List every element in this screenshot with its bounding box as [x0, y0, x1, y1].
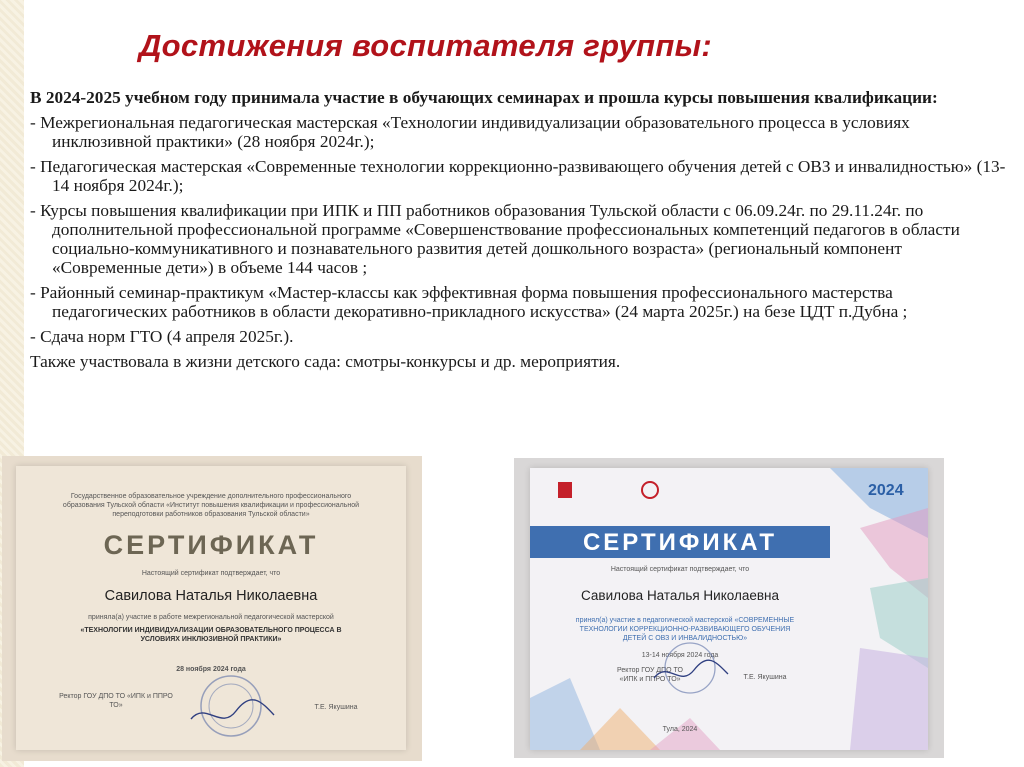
certificate-photo-1 [2, 456, 422, 761]
signer-title: Ректор ГОУ ДПО ТО «ИПК и ППРО ТО» [59, 693, 173, 709]
achievement-item: - Межрегиональная педагогическая мастерская «Технологии индивидуализации образовательного процесса в условиях инклюзивной практики» (28 ноября 2024г.); [30, 113, 910, 151]
achievement-item: - Курсы повышения квалификации при ИПК и ПП работников образования Тульской области с 06.09.24г. по 29.11.24г. по дополнительной профессиональной программе «Совершенствование профессиональных компетенций педагогов в области социально-коммуникативного и познавательного развития детей дошкольного возраста» (региональный компонент «Современные дети») в объеме 144 часов ; [30, 201, 960, 277]
achievement-item: - Районный семинар-практикум «Мастер-классы как эффективная форма повышения профессионального мастерства педагогических работников в области декоративно-прикладного искусства» (24 марта 2025г.) на безе ЦДТ п.Дубна ; [30, 283, 908, 321]
certificate-date: 13-14 ноября 2024 года [641, 652, 719, 659]
certificate-paper [530, 468, 928, 750]
achievements-text [30, 88, 1010, 377]
slide-title: Достижения воспитателя группы: [139, 28, 712, 63]
stamp-signature-icon [650, 638, 730, 698]
certificate-title: СЕРТИФИКАТ [582, 529, 778, 556]
certificate-subtitle: Настоящий сертификат подтверждает, что [610, 566, 750, 573]
certificate-program: принял(а) участие в педагогической мастерской «СОВРЕМЕННЫЕ ТЕХНОЛОГИИ КОРРЕКЦИОННО-РАЗВИВАЮЩЕГО ОБУЧЕНИЯ ДЕТЕЙ С ОВЗ И ИНВАЛИДНОСТЬЮ» [575, 617, 795, 642]
certificate-header: Государственное образовательное учреждение дополнительного профессионального образования Тульской области «Институт повышения квалификации и профессиональной переподготовки работников образования Тульской области» [62, 493, 360, 518]
stamp-signature-icon [186, 671, 276, 741]
year-badge: 2024 [868, 482, 904, 499]
certificate-recipient: Савилова Наталья Николаевна [104, 588, 318, 604]
achievement-item: - Педагогическая мастерская «Современные технологии коррекционно-развивающего обучения детей с ОВЗ и инвалидностью» (13-14 ноября 2024г.); [30, 157, 1006, 195]
certificate-photo-2 [514, 458, 944, 758]
intro-paragraph [30, 88, 1010, 107]
signer-name: Т.Е. Якушина [743, 674, 787, 681]
certificate-title: СЕРТИФИКАТ [103, 530, 319, 560]
signer-title: Ректор ГОУ ДПО ТО «ИПК и ППРО ТО» [617, 667, 683, 683]
achievement-item: - Сдача норм ГТО (4 апреля 2025г.). [30, 327, 294, 346]
certificate-date: 28 ноября 2024 года [176, 666, 246, 673]
ministry-label [578, 482, 628, 488]
certificate-program: «ТЕХНОЛОГИИ ИНДИВИДУАЛИЗАЦИИ ОБРАЗОВАТЕЛЬНОГО ПРОЦЕССА В УСЛОВИЯХ ИНКЛЮЗИВНОЙ ПРАКТИКИ» [80, 627, 342, 643]
certificate-footer: Тула, 2024 [662, 726, 698, 733]
certificate-recipient: Савилова Наталья Николаевна [581, 588, 779, 603]
closing-paragraph: Также участвовала в жизни детского сада: смотры-конкурсы и др. мероприятия. [30, 352, 621, 371]
certificate-paper [16, 466, 406, 750]
certificate-decoration [530, 468, 928, 750]
certificate-line: приняла(а) участие в работе межрегиональной педагогической мастерской [88, 614, 334, 621]
signer-name: Т.Е. Якушина [314, 704, 358, 711]
certificate-subtitle: Настоящий сертификат подтверждает, что [141, 570, 281, 577]
intro-text: В 2024-2025 учебном году принимала участие в обучающих семинарах и прошла курсы повышения квалификации: [30, 88, 938, 107]
